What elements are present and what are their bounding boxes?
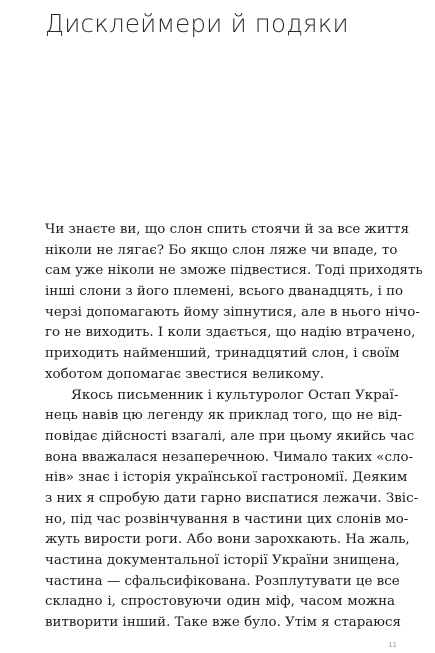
text-line: но, під час розвінчування в частини цих слонів мо-: [45, 511, 409, 527]
text-line: хоботом допомагає звестися великому.: [45, 366, 325, 382]
text-line: нець навів цю легенду як приклад того, що не від-: [45, 408, 403, 424]
text-line: повідає дійсності взагалі, але при цьому якийсь час: [45, 428, 415, 444]
text-line: ніколи не лягає? Бо якщо слон ляже чи впаде, то: [45, 242, 398, 258]
text-line: частина — сфальсифікована. Розплутувати це все: [45, 573, 400, 589]
text-line: з них я спробую дати гарно виспатися лежачи. Звіс-: [45, 490, 419, 506]
text-line: черзі допомагають йому зіпнутися, але в нього нічо-: [45, 304, 420, 320]
body-text: [45, 220, 423, 634]
text-line: приходить найменший, тринадцятий слон, і своїм: [45, 346, 400, 362]
chapter-title: Дисклеймери й подяки: [45, 9, 349, 38]
text-line: інші слони з його племені, всього дванадцять, і по: [45, 284, 404, 300]
text-line: Якось письменник і культуролог Остап Украї-: [71, 387, 399, 403]
page-number: 11: [388, 641, 397, 649]
text-line: Чи знаєте ви, що слон спить стоячи й за все життя: [45, 222, 410, 237]
text-line: сам уже ніколи не зможе підвестися. Тоді приходять: [45, 263, 423, 279]
text-line: нів» знає і історія української гастрономії. Деяким: [45, 470, 408, 486]
text-line: го не виходить. І коли здається, що надію втрачено,: [45, 325, 416, 341]
text-line: вона вважалася незаперечною. Чимало таких «сло-: [45, 449, 414, 465]
text-line: складно і, спростовуючи один міф, часом можна: [45, 594, 395, 610]
text-line: витворити інший. Таке вже було. Утім я стараюся: [45, 615, 401, 631]
text-line: жуть вирости роги. Або вони зарохкають. На жаль,: [45, 532, 410, 548]
text-line: частина документальної історії України знищена,: [45, 553, 400, 568]
